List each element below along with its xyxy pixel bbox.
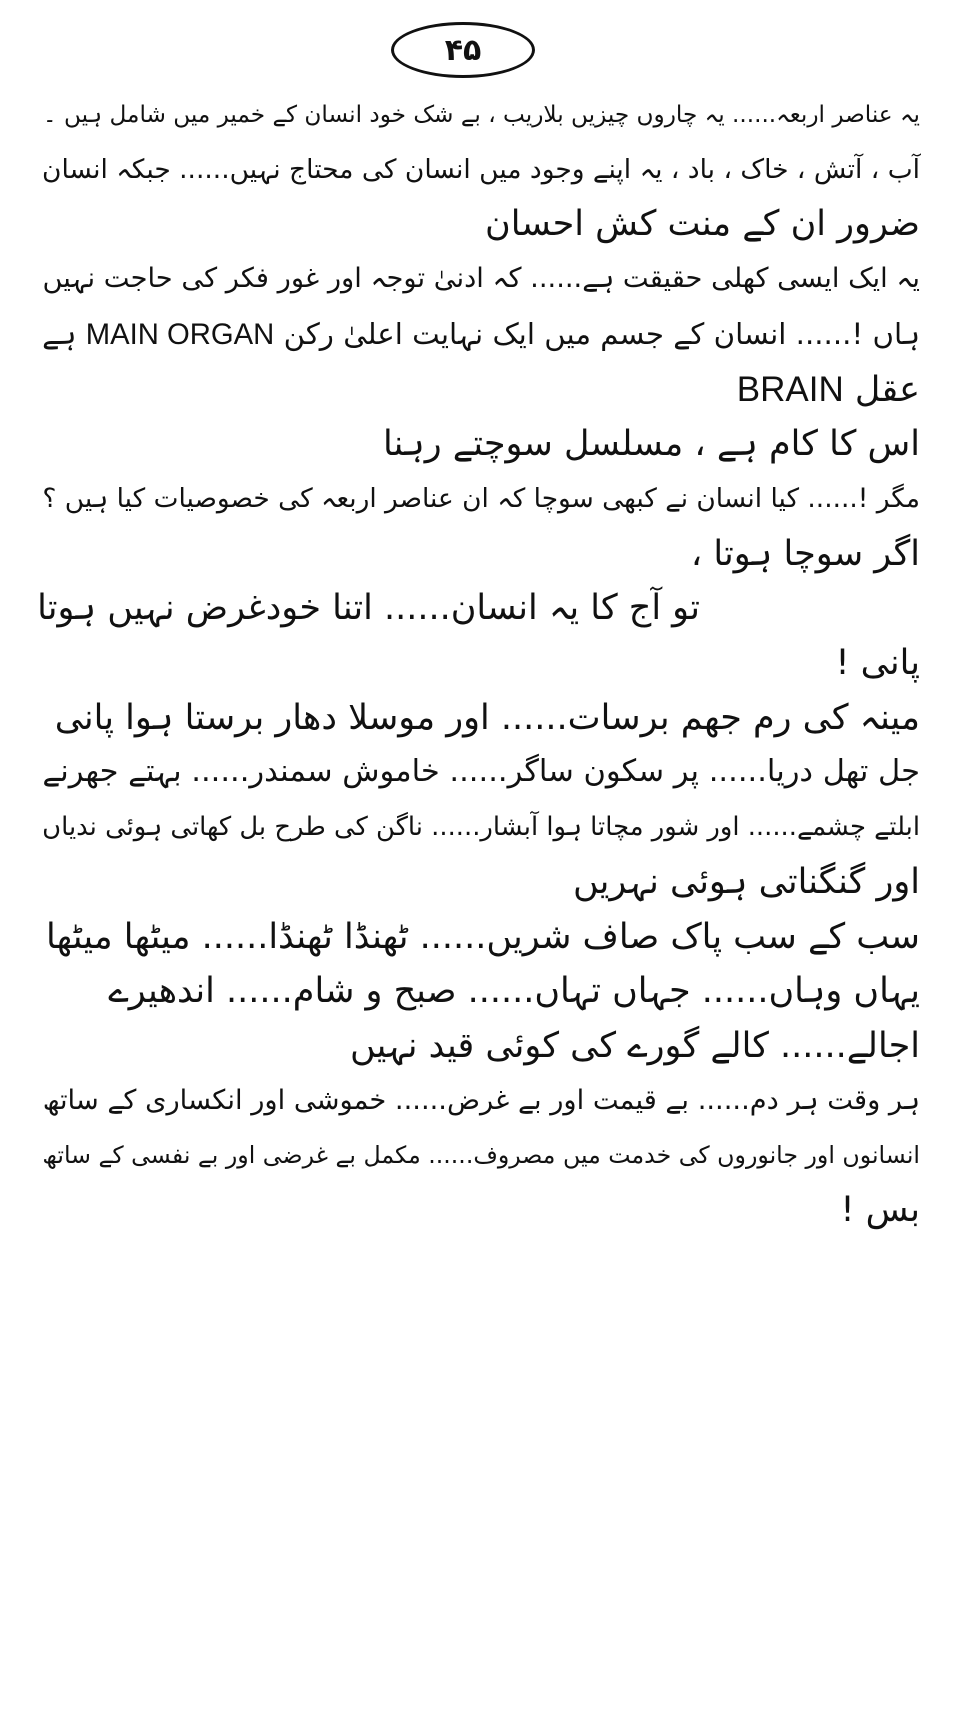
text-line: مینہ کی رم جھم برسات...... اور موسلا دھار برستا ہوا پانی [54,697,920,738]
text-line: ضرور ان کے منت کش احسان [485,204,920,245]
text-line: یہ ایک ایسی کھلی حقیقت ہے...... کہ ادنیٰ توجہ اور غور فکر کی حاجت نہیں [42,263,920,295]
text-line: یہاں وہاں...... جہاں تہاں...... صبح و شام...... اندھیرے [108,971,920,1012]
text-line: انسانوں اور جانوروں کی خدمت میں مصروف...... مکمل بے غرضی اور بے نفسی کے ساتھ [42,1141,920,1170]
text-line: اگر سوچا ہوتا ، [690,533,920,574]
text-line [24,307,920,363]
text-line: یہ عناصر اربعہ...... یہ چاروں چیزیں بلاریب ، بے شک خود انسان کے خمیر میں شامل ہیں ۔ [43,101,920,128]
text-line: تو آج کا یہ انسان...... اتنا خودغرض نہیں ہوتا [37,588,700,629]
text-line: سب کے سب پاک صاف شریں...... ٹھنڈا ٹھنڈا...... میٹھا میٹھا [45,916,920,957]
text-line: پانی ! [835,643,920,684]
text-line: اس کا کام ہے ، مسلسل سوچتے رہنا [383,424,920,465]
text-line: ہر وقت ہر دم...... بے قیمت اور بے غرض...... خموشی اور انکساری کے ساتھ [42,1084,920,1116]
text-segment: ہے [42,316,77,351]
text-line: ابلتے چشمے...... اور شور مچاتا ہوا آبشار...... ناگن کی طرح بل کھاتی ہوئی ندیاں [42,812,920,843]
text-line: مگر !...... کیا انسان نے کبھی سوچا کہ ان عناصر اربعہ کی خصوصیات کیا ہیں ؟ [42,482,920,514]
text-line: جل تھل دریا...... پر سکون ساگر...... خاموش سمندر...... بہتے جھرنے [42,754,920,790]
text-segment: ہاں !...... انسان کے جسم میں ایک نہایت اعلیٰ رکن [283,316,920,351]
text-line: اور گنگناتی ہوئی نہریں [572,861,920,902]
text-line: بس ! [840,1190,920,1231]
english-term: BRAIN [736,369,844,409]
text-segment: عقل [854,369,920,410]
page-number: ۴۵ [391,22,535,78]
page-body [24,88,920,1238]
text-line [24,363,920,418]
text-line: اجالے...... کالے گورے کی کوئی قید نہیں [350,1025,920,1066]
text-line: آب ، آتش ، خاک ، باد ، یہ اپنے وجود میں انسان کی محتاج نہیں...... جبکہ انسان [42,153,920,185]
english-term: MAIN ORGAN [85,318,275,351]
